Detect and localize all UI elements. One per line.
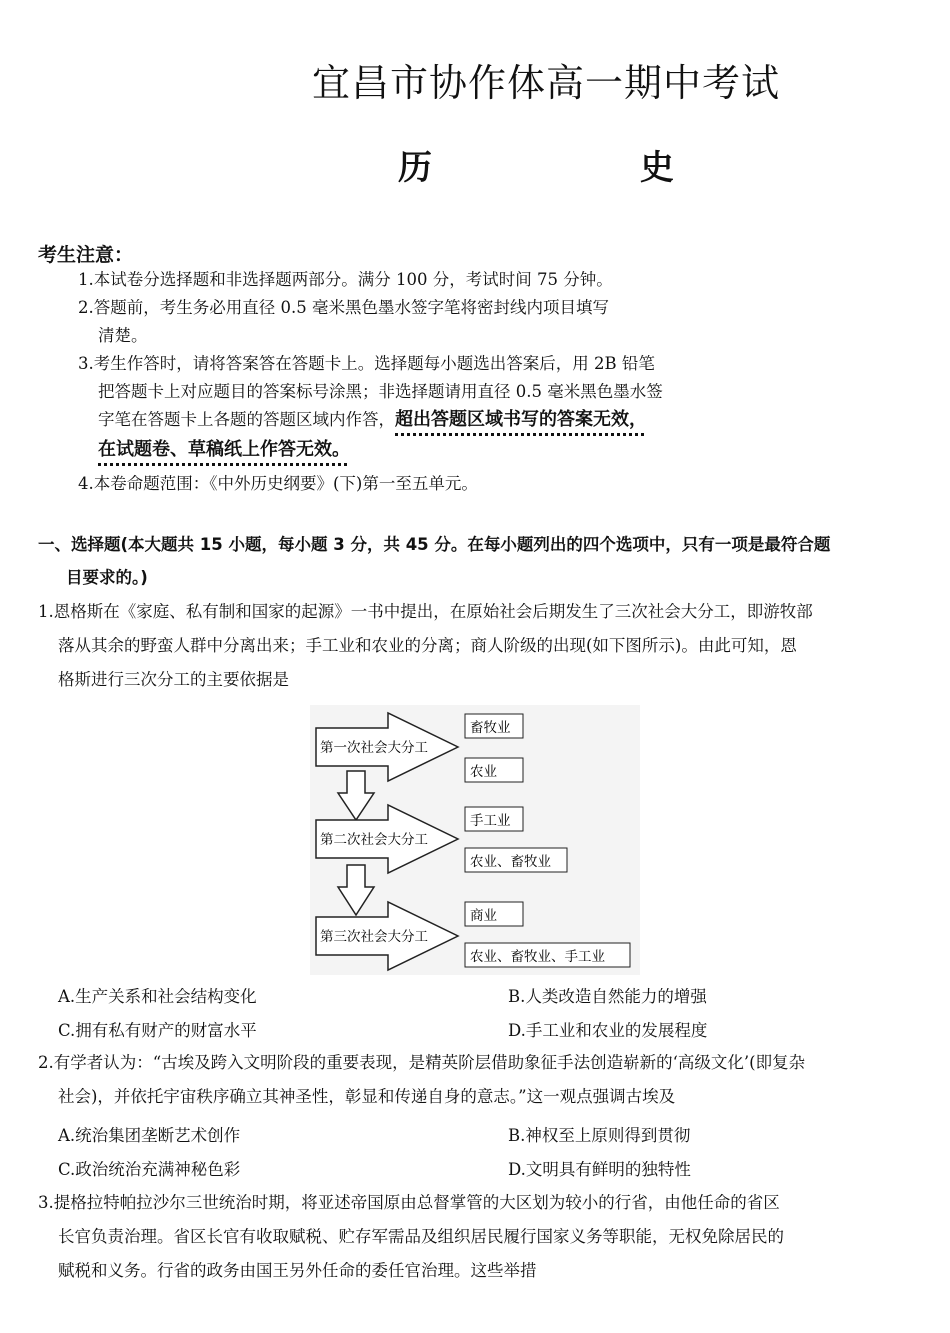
stage-3-branch-2-label: 农业、畜牧业、手工业 bbox=[470, 949, 605, 965]
q2-option-a[interactable]: A.统治集团垄断艺术创作 bbox=[58, 1126, 241, 1145]
q2-option-d[interactable]: D.文明具有鲜明的独特性 bbox=[508, 1160, 691, 1179]
stage-1-branch-1-label: 畜牧业 bbox=[470, 720, 511, 736]
notice-heading: 考生注意： bbox=[38, 244, 134, 266]
q1-option-a[interactable]: A.生产关系和社会结构变化 bbox=[58, 987, 257, 1006]
q2-option-c[interactable]: C.政治统治充满神秘色彩 bbox=[58, 1160, 241, 1179]
q3-line-3: 赋税和义务。行省的政务由国王另外任命的委任官治理。这些举措 bbox=[58, 1261, 537, 1280]
stage-1-branch-2-label: 农业 bbox=[470, 764, 497, 780]
q1-line-3: 格斯进行三次分工的主要依据是 bbox=[58, 670, 289, 689]
q1-line-1: 1.恩格斯在《家庭、私有制和国家的起源》一书中提出，在原始社会后期发生了三次社会大分工，即游牧部 bbox=[38, 602, 813, 621]
question-3-stem bbox=[38, 1186, 784, 1288]
q3-line-2: 长官负责治理。省区长官有收取赋税、贮存军需品及组织居民履行国家义务等职能，无权免除居民的 bbox=[58, 1227, 784, 1246]
q2-line-1: 2.有学者认为：“古埃及跨入文明阶段的重要表现，是精英阶层借助象征手法创造崭新的‘高级文化’(即复杂 bbox=[38, 1053, 806, 1072]
notice-item-2-cont: 清楚。 bbox=[98, 326, 148, 345]
section-line-1: 一、选择题(本大题共 15 小题，每小题 3 分，共 45 分。在每小题列出的四个选项中，只有一项是最符合题 bbox=[38, 535, 831, 554]
notice-item-1: 1.本试卷分选择题和非选择题两部分。满分 100 分，考试时间 75 分钟。 bbox=[78, 270, 613, 289]
notice-item-3-text: 字笔在答题卡上各题的答题区域内作答， bbox=[98, 410, 395, 429]
question-2-stem bbox=[38, 1046, 805, 1114]
notice-item-3: 3.考生作答时，请将答案答在答题卡上。选择题每小题选出答案后，用 2B 铅笔 bbox=[78, 354, 655, 373]
notice-emphasis-1: 超出答题区域书写的答案无效， bbox=[395, 409, 647, 430]
q1-option-c[interactable]: C.拥有私有财产的财富水平 bbox=[58, 1021, 257, 1040]
division-diagram bbox=[310, 705, 640, 975]
q2-line-2: 社会)，并依托宇宙秩序确立其神圣性，彰显和传递自身的意志。”这一观点强调古埃及 bbox=[58, 1087, 676, 1106]
stage-3-label: 第三次社会大分工 bbox=[320, 929, 428, 945]
q3-line-1: 3.提格拉特帕拉沙尔三世统治时期，将亚述帝国原由总督掌管的大区划为较小的行省，由他任命的省区 bbox=[38, 1193, 780, 1212]
notice-item-3-cont2 bbox=[98, 406, 647, 434]
q1-option-b[interactable]: B.人类改造自然能力的增强 bbox=[508, 987, 707, 1006]
question-1-stem bbox=[38, 595, 813, 697]
stage-2-branch-2-label: 农业、畜牧业 bbox=[470, 854, 551, 870]
notice-item-4: 4.本卷命题范围：《中外历史纲要》(下)第一至五单元。 bbox=[78, 474, 478, 493]
notice-item-3-cont3 bbox=[98, 436, 350, 464]
stage-2-branch-1-label: 手工业 bbox=[470, 813, 511, 829]
section-line-2: 目要求的。) bbox=[66, 568, 148, 587]
stage-2-label: 第二次社会大分工 bbox=[320, 832, 428, 848]
subject-title: 历 史 bbox=[398, 148, 742, 188]
section-heading bbox=[38, 530, 830, 596]
q2-option-b[interactable]: B.神权至上原则得到贯彻 bbox=[508, 1126, 691, 1145]
q1-option-d[interactable]: D.手工业和农业的发展程度 bbox=[508, 1021, 708, 1040]
q1-line-2: 落从其余的野蛮人群中分离出来；手工业和农业的分离；商人阶级的出现(如下图所示)。由此可知，恩 bbox=[58, 636, 797, 655]
exam-title: 宜昌市协作体高一期中考试 bbox=[312, 61, 781, 105]
stage-1-label: 第一次社会大分工 bbox=[320, 740, 428, 756]
notice-item-2: 2.答题前，考生务必用直径 0.5 毫米黑色墨水签字笔将密封线内项目填写 bbox=[78, 298, 609, 317]
stage-3-branch-1-label: 商业 bbox=[470, 908, 497, 924]
notice-item-3-cont1: 把答题卡上对应题目的答案标号涂黑；非选择题请用直径 0.5 毫米黑色墨水签 bbox=[98, 382, 663, 401]
notice-emphasis-2: 在试题卷、草稿纸上作答无效。 bbox=[98, 439, 350, 460]
